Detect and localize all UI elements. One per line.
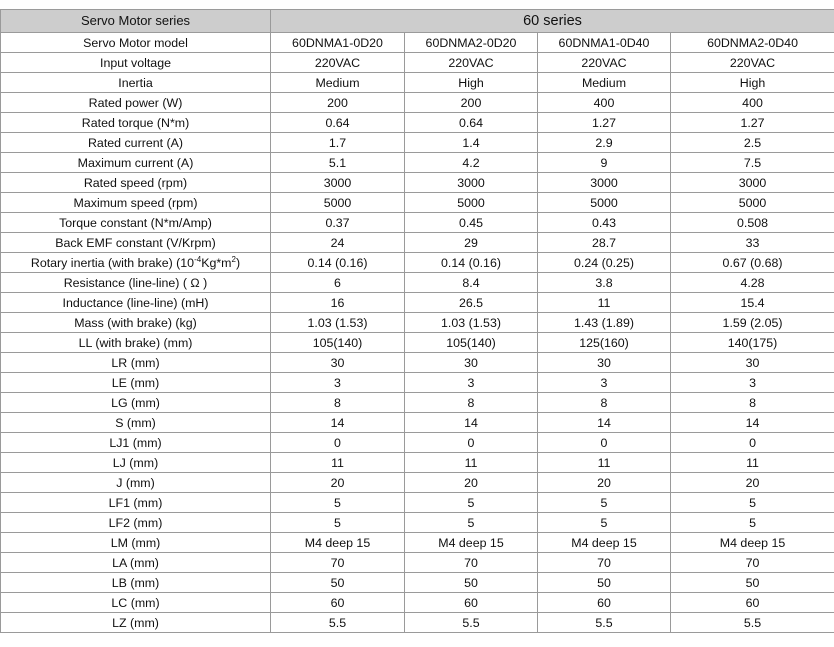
value-cell: 0: [671, 433, 834, 453]
table-row: [1, 233, 834, 253]
value-cell: 1.59 (2.05): [671, 313, 834, 333]
servo-spec-table: [0, 9, 834, 633]
value-cell: 3.8: [538, 273, 671, 293]
value-cell: 8: [538, 393, 671, 413]
value-cell: M4 deep 15: [405, 533, 538, 553]
value-cell: 0.508: [671, 213, 834, 233]
table-body: [1, 33, 834, 633]
value-cell: 220VAC: [671, 53, 834, 73]
table-row: [1, 293, 834, 313]
value-cell: 105(140): [271, 333, 405, 353]
table-row: [1, 453, 834, 473]
value-cell: 5: [538, 513, 671, 533]
parameter-label: LB (mm): [1, 573, 271, 593]
value-cell: 6: [271, 273, 405, 293]
parameter-label: LG (mm): [1, 393, 271, 413]
value-cell: 140(175): [671, 333, 834, 353]
value-cell: 5.5: [405, 613, 538, 633]
parameter-label: LJ (mm): [1, 453, 271, 473]
value-cell: 29: [405, 233, 538, 253]
value-cell: 0.14 (0.16): [405, 253, 538, 273]
value-cell: 400: [671, 93, 834, 113]
table-row: [1, 273, 834, 293]
value-cell: 11: [405, 453, 538, 473]
value-cell: 0: [271, 433, 405, 453]
value-cell: 5: [271, 513, 405, 533]
value-cell: 4.2: [405, 153, 538, 173]
value-cell: 0: [538, 433, 671, 453]
parameter-label: Servo Motor model: [1, 33, 271, 53]
parameter-label: Rated power (W): [1, 93, 271, 113]
value-cell: 60DNMA2-0D40: [671, 33, 834, 53]
value-cell: 26.5: [405, 293, 538, 313]
parameter-label: LR (mm): [1, 353, 271, 373]
value-cell: 0.64: [271, 113, 405, 133]
value-cell: 30: [671, 353, 834, 373]
value-cell: 220VAC: [271, 53, 405, 73]
parameter-label: Mass (with brake) (kg): [1, 313, 271, 333]
value-cell: Medium: [271, 73, 405, 93]
parameter-label: LE (mm): [1, 373, 271, 393]
table-row: [1, 33, 834, 53]
value-cell: 105(140): [405, 333, 538, 353]
value-cell: 4.28: [671, 273, 834, 293]
parameter-label: Inductance (line-line) (mH): [1, 293, 271, 313]
parameter-label: Torque constant (N*m/Amp): [1, 213, 271, 233]
value-cell: M4 deep 15: [671, 533, 834, 553]
spec-sheet: [0, 9, 834, 633]
value-cell: 1.4: [405, 133, 538, 153]
parameter-label: Inertia: [1, 73, 271, 93]
value-cell: High: [671, 73, 834, 93]
value-cell: 0.45: [405, 213, 538, 233]
value-cell: 5000: [405, 193, 538, 213]
value-cell: 125(160): [538, 333, 671, 353]
parameter-label: Maximum speed (rpm): [1, 193, 271, 213]
value-cell: 9: [538, 153, 671, 173]
table-row: [1, 213, 834, 233]
parameter-label: Maximum current (A): [1, 153, 271, 173]
value-cell: 33: [671, 233, 834, 253]
value-cell: 50: [538, 573, 671, 593]
value-cell: 11: [538, 293, 671, 313]
value-cell: 5000: [671, 193, 834, 213]
value-cell: 5: [671, 513, 834, 533]
value-cell: 20: [538, 473, 671, 493]
parameter-label: LJ1 (mm): [1, 433, 271, 453]
table-row: [1, 413, 834, 433]
value-cell: 5: [671, 493, 834, 513]
table-row: [1, 433, 834, 453]
parameter-label: LF2 (mm): [1, 513, 271, 533]
value-cell: 60: [538, 593, 671, 613]
value-cell: 70: [538, 553, 671, 573]
value-cell: 20: [271, 473, 405, 493]
table-row: [1, 313, 834, 333]
table-row: [1, 253, 834, 273]
value-cell: 16: [271, 293, 405, 313]
value-cell: 220VAC: [405, 53, 538, 73]
value-cell: 50: [405, 573, 538, 593]
value-cell: 60: [271, 593, 405, 613]
table-row: [1, 533, 834, 553]
value-cell: M4 deep 15: [271, 533, 405, 553]
value-cell: 1.27: [538, 113, 671, 133]
series-label-header: Servo Motor series: [1, 10, 271, 33]
value-cell: 8: [271, 393, 405, 413]
table-row: [1, 613, 834, 633]
value-cell: 30: [271, 353, 405, 373]
value-cell: 2.5: [671, 133, 834, 153]
parameter-label: S (mm): [1, 413, 271, 433]
value-cell: 14: [271, 413, 405, 433]
value-cell: 14: [538, 413, 671, 433]
parameter-label: Resistance (line-line) ( Ω ): [1, 273, 271, 293]
value-cell: 1.03 (1.53): [405, 313, 538, 333]
table-row: [1, 113, 834, 133]
table-row: [1, 153, 834, 173]
value-cell: 3000: [405, 173, 538, 193]
value-cell: 0.43: [538, 213, 671, 233]
value-cell: 3: [271, 373, 405, 393]
value-cell: 24: [271, 233, 405, 253]
value-cell: 3: [405, 373, 538, 393]
parameter-label: LM (mm): [1, 533, 271, 553]
value-cell: 60: [671, 593, 834, 613]
value-cell: 8: [405, 393, 538, 413]
value-cell: 5: [271, 493, 405, 513]
table-row: [1, 573, 834, 593]
parameter-label: LZ (mm): [1, 613, 271, 633]
value-cell: 5: [405, 493, 538, 513]
value-cell: 11: [671, 453, 834, 473]
value-cell: 11: [271, 453, 405, 473]
value-cell: 5.5: [271, 613, 405, 633]
value-cell: 15.4: [671, 293, 834, 313]
header-row: [1, 10, 834, 33]
table-row: [1, 373, 834, 393]
value-cell: 20: [671, 473, 834, 493]
table-row: [1, 173, 834, 193]
value-cell: 200: [271, 93, 405, 113]
value-cell: 3: [671, 373, 834, 393]
value-cell: 28.7: [538, 233, 671, 253]
value-cell: 1.27: [671, 113, 834, 133]
value-cell: 0.24 (0.25): [538, 253, 671, 273]
series-name-header: 60 series: [271, 10, 834, 33]
value-cell: 14: [671, 413, 834, 433]
value-cell: 5000: [538, 193, 671, 213]
value-cell: 70: [271, 553, 405, 573]
table-row: [1, 73, 834, 93]
table-row: [1, 133, 834, 153]
value-cell: 0.67 (0.68): [671, 253, 834, 273]
value-cell: 0: [405, 433, 538, 453]
value-cell: 60DNMA1-0D40: [538, 33, 671, 53]
value-cell: 20: [405, 473, 538, 493]
value-cell: 3000: [671, 173, 834, 193]
value-cell: 8.4: [405, 273, 538, 293]
table-row: [1, 553, 834, 573]
value-cell: 5.5: [538, 613, 671, 633]
value-cell: 8: [671, 393, 834, 413]
value-cell: 1.43 (1.89): [538, 313, 671, 333]
value-cell: 0.14 (0.16): [271, 253, 405, 273]
value-cell: 5.1: [271, 153, 405, 173]
value-cell: High: [405, 73, 538, 93]
parameter-label: LC (mm): [1, 593, 271, 613]
table-row: [1, 393, 834, 413]
parameter-label: LA (mm): [1, 553, 271, 573]
value-cell: 400: [538, 93, 671, 113]
value-cell: 60DNMA2-0D20: [405, 33, 538, 53]
parameter-label: Input voltage: [1, 53, 271, 73]
parameter-label: LL (with brake) (mm): [1, 333, 271, 353]
parameter-label: LF1 (mm): [1, 493, 271, 513]
parameter-label: Rated torque (N*m): [1, 113, 271, 133]
value-cell: 60: [405, 593, 538, 613]
table-row: [1, 353, 834, 373]
value-cell: 14: [405, 413, 538, 433]
value-cell: 1.7: [271, 133, 405, 153]
value-cell: 30: [538, 353, 671, 373]
parameter-label: J (mm): [1, 473, 271, 493]
table-row: [1, 93, 834, 113]
value-cell: 0.37: [271, 213, 405, 233]
table-row: [1, 593, 834, 613]
table-header: [1, 10, 834, 33]
value-cell: 70: [405, 553, 538, 573]
value-cell: 0.64: [405, 113, 538, 133]
value-cell: 200: [405, 93, 538, 113]
value-cell: 1.03 (1.53): [271, 313, 405, 333]
value-cell: Medium: [538, 73, 671, 93]
value-cell: 3: [538, 373, 671, 393]
value-cell: 70: [671, 553, 834, 573]
value-cell: 30: [405, 353, 538, 373]
parameter-label: Rated speed (rpm): [1, 173, 271, 193]
table-row: [1, 513, 834, 533]
table-row: [1, 53, 834, 73]
value-cell: 2.9: [538, 133, 671, 153]
parameter-label: Rotary inertia (with brake) $(10^{-4}Kg*m^2)$: [1, 253, 271, 273]
value-cell: 5: [405, 513, 538, 533]
value-cell: 5: [538, 493, 671, 513]
value-cell: 60DNMA1-0D20: [271, 33, 405, 53]
table-row: [1, 493, 834, 513]
table-row: [1, 473, 834, 493]
value-cell: 3000: [538, 173, 671, 193]
value-cell: 3000: [271, 173, 405, 193]
value-cell: M4 deep 15: [538, 533, 671, 553]
table-row: [1, 193, 834, 213]
table-row: [1, 333, 834, 353]
value-cell: 220VAC: [538, 53, 671, 73]
value-cell: 7.5: [671, 153, 834, 173]
parameter-label: Back EMF constant (V/Krpm): [1, 233, 271, 253]
value-cell: 11: [538, 453, 671, 473]
value-cell: 5.5: [671, 613, 834, 633]
value-cell: 5000: [271, 193, 405, 213]
parameter-label: Rated current (A): [1, 133, 271, 153]
value-cell: 50: [671, 573, 834, 593]
value-cell: 50: [271, 573, 405, 593]
